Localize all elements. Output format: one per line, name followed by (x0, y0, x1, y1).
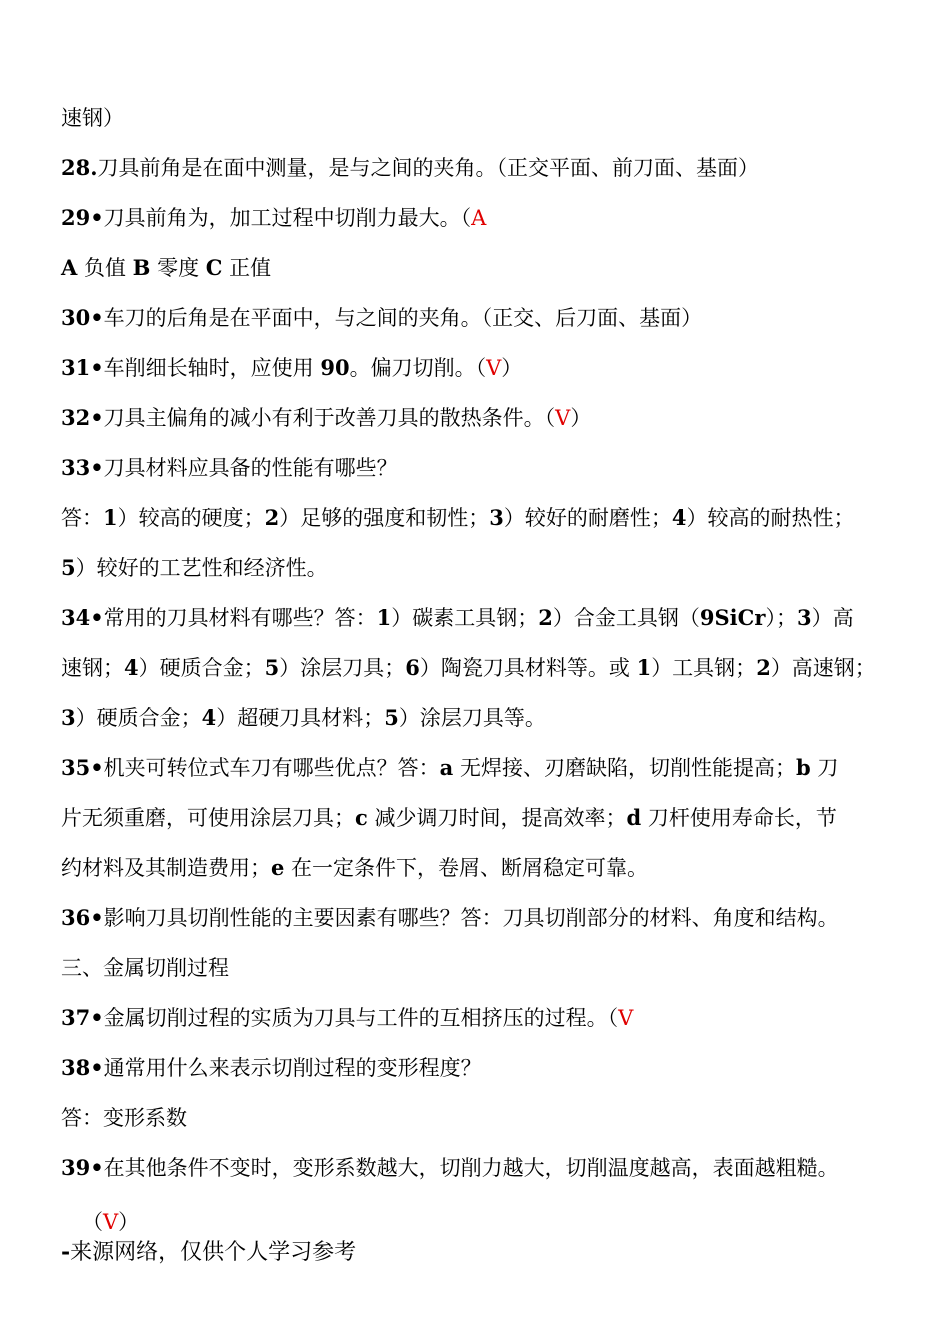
answer-text: ）硬质合金； (75, 706, 202, 730)
question-text: 车刀的后角是在平面中，与之间的夹角。（正交、后刀面、基面） (103, 306, 703, 330)
answer-text: ）较高的耐热性； (686, 506, 855, 530)
answer-text: 答：变形系数 (61, 1106, 187, 1130)
answer-mark: V (486, 356, 502, 380)
list-number: 5 (264, 655, 280, 680)
answer-text: ）； (765, 606, 797, 630)
question-number: 34• (61, 605, 104, 630)
list-number: 4 (201, 705, 217, 730)
footer-dash: - (61, 1239, 71, 1265)
answer-line (61, 504, 855, 532)
list-number: 1 (636, 655, 652, 680)
answer-mark: A (471, 206, 487, 230)
list-letter: a (439, 755, 454, 780)
question-number: 38• (61, 1055, 104, 1080)
question-number: 28. (61, 155, 98, 180)
list-letter: e (271, 855, 285, 880)
answer-text: ）碳素工具钢； (391, 606, 539, 630)
answer-text: ）高 (811, 606, 854, 630)
answer-text: 刀 (810, 756, 839, 780)
list-number: 5 (384, 705, 399, 730)
list-letter: b (795, 755, 811, 780)
question-text: 常用的刀具材料有哪些？答： (103, 606, 377, 630)
answer-mark: V (103, 1210, 119, 1234)
answer-options (61, 254, 271, 282)
answer-text: 片无须重磨，可使用涂层刀具； (61, 806, 355, 830)
answer-text: ）较好的工艺性和经济性。 (75, 556, 328, 580)
list-number: 2 (756, 655, 771, 680)
question-30 (61, 304, 702, 332)
bracket-close: ） (570, 406, 592, 430)
question-29 (61, 204, 486, 232)
question-text: 影响刀具切削性能的主要因素有哪些？答：刀具切削部分的材料、角度和结构。 (103, 906, 839, 930)
answer-text: ）陶瓷刀具材料等。或 (419, 656, 637, 680)
question-36 (61, 904, 839, 932)
answer-text: ）涂层刀具； (279, 656, 406, 680)
list-number: 1 (103, 505, 118, 530)
question-text: 刀具前角为，加工过程中切削力最大。（ (103, 206, 472, 230)
answer-text: 速钢； (61, 656, 124, 680)
answer-text: ）硬质合金； (138, 656, 265, 680)
option-b-letter: B (132, 255, 151, 280)
question-number: 29• (61, 205, 104, 230)
list-letter: c (355, 805, 368, 830)
answer-line (61, 654, 876, 682)
list-number: 2 (538, 605, 553, 630)
question-35 (61, 754, 838, 782)
answer-text: 刀杆使用寿命长，节 (641, 806, 837, 830)
option-c-text: 正值 (222, 256, 272, 280)
question-text: 刀具主偏角的减小有利于改善刀具的散热条件。（ (103, 406, 556, 430)
answer-line (61, 554, 328, 582)
question-number: 32• (61, 405, 104, 430)
question-text: 刀具材料应具备的性能有哪些？ (103, 456, 398, 480)
answer-text: 在一定条件下，卷屑、断屑稳定可靠。 (284, 856, 649, 880)
question-number: 39• (61, 1155, 104, 1180)
question-number: 36• (61, 905, 104, 930)
question-number: 37• (61, 1005, 104, 1030)
source-footer (61, 1238, 356, 1267)
question-32 (61, 404, 591, 432)
answer-text: ）合金工具钢（ (552, 606, 700, 630)
question-33 (61, 454, 398, 482)
option-c-letter: C (205, 255, 223, 280)
steel-grade: 9SiCr (699, 605, 766, 630)
question-number: 30• (61, 305, 104, 330)
answer-text: 减少调刀时间，提高效率； (367, 806, 627, 830)
text-line (61, 104, 124, 132)
option-a-letter: A (61, 255, 78, 280)
list-letter: d (626, 805, 642, 830)
answer-mark: V (555, 406, 571, 430)
question-text: 。偏刀切削。（ (349, 356, 487, 380)
answer-text: ）较好的耐磨性； (503, 506, 672, 530)
answer-text: ）涂层刀具等。 (398, 706, 546, 730)
question-text: 机夹可转位式车刀有哪些优点？答： (103, 756, 440, 780)
angle-value: 90 (320, 355, 350, 380)
question-text: 车削细长轴时，应使用 (103, 356, 321, 380)
answer-line (82, 1208, 139, 1236)
footer-text: 来源网络，仅供个人学习参考 (70, 1240, 357, 1265)
section-title: 三、金属切削过程 (61, 956, 229, 980)
answer-line (61, 854, 648, 882)
bracket-close: ） (501, 356, 523, 380)
question-text: 在其他条件不变时，变形系数越大，切削力越大，切削温度越高，表面越粗糙。 (103, 1156, 839, 1180)
answer-line (61, 804, 837, 832)
list-number: 3 (489, 505, 504, 530)
answer-line (61, 704, 546, 732)
question-37 (61, 1004, 633, 1032)
question-28 (61, 154, 759, 182)
option-b-text: 零度 (150, 256, 206, 280)
answer-text: ）高速钢； (770, 656, 876, 680)
section-heading (61, 954, 229, 982)
list-number: 2 (264, 505, 280, 530)
question-number: 33• (61, 455, 104, 480)
answer-text: ）超硬刀具材料； (216, 706, 385, 730)
question-39 (61, 1154, 839, 1182)
list-number: 3 (61, 705, 76, 730)
list-number: 4 (124, 655, 139, 680)
bracket-close: ） (118, 1210, 140, 1234)
question-number: 31• (61, 355, 104, 380)
bracket-open: （ (82, 1210, 103, 1234)
question-text: 通常用什么来表示切削过程的变形程度？ (103, 1056, 482, 1080)
line-text: 速钢） (61, 106, 124, 130)
question-31 (61, 354, 522, 382)
question-34 (61, 604, 854, 632)
question-text: 金属切削过程的实质为刀具与工件的互相挤压的过程。（ (103, 1006, 619, 1030)
answer-text: 无焊接、刃磨缺陷，切削性能提高； (453, 756, 796, 780)
list-number: 6 (405, 655, 420, 680)
question-number: 35• (61, 755, 104, 780)
answer-mark: V (618, 1006, 634, 1030)
list-number: 4 (671, 505, 687, 530)
list-number: 5 (61, 555, 76, 580)
option-a-text: 负值 (77, 256, 133, 280)
answer-text: ）工具钢； (651, 656, 757, 680)
list-number: 1 (376, 605, 392, 630)
question-38 (61, 1054, 482, 1082)
answer-text: ）足够的强度和韧性； (279, 506, 490, 530)
question-text: 刀具前角是在面中测量，是与之间的夹角。（正交平面、前刀面、基面） (97, 156, 760, 180)
list-number: 3 (796, 605, 812, 630)
answer-text: 约材料及其制造费用； (61, 856, 271, 880)
answer-line (61, 1104, 187, 1132)
answer-text: ）较高的硬度； (117, 506, 265, 530)
answer-text: 答： (61, 506, 103, 530)
